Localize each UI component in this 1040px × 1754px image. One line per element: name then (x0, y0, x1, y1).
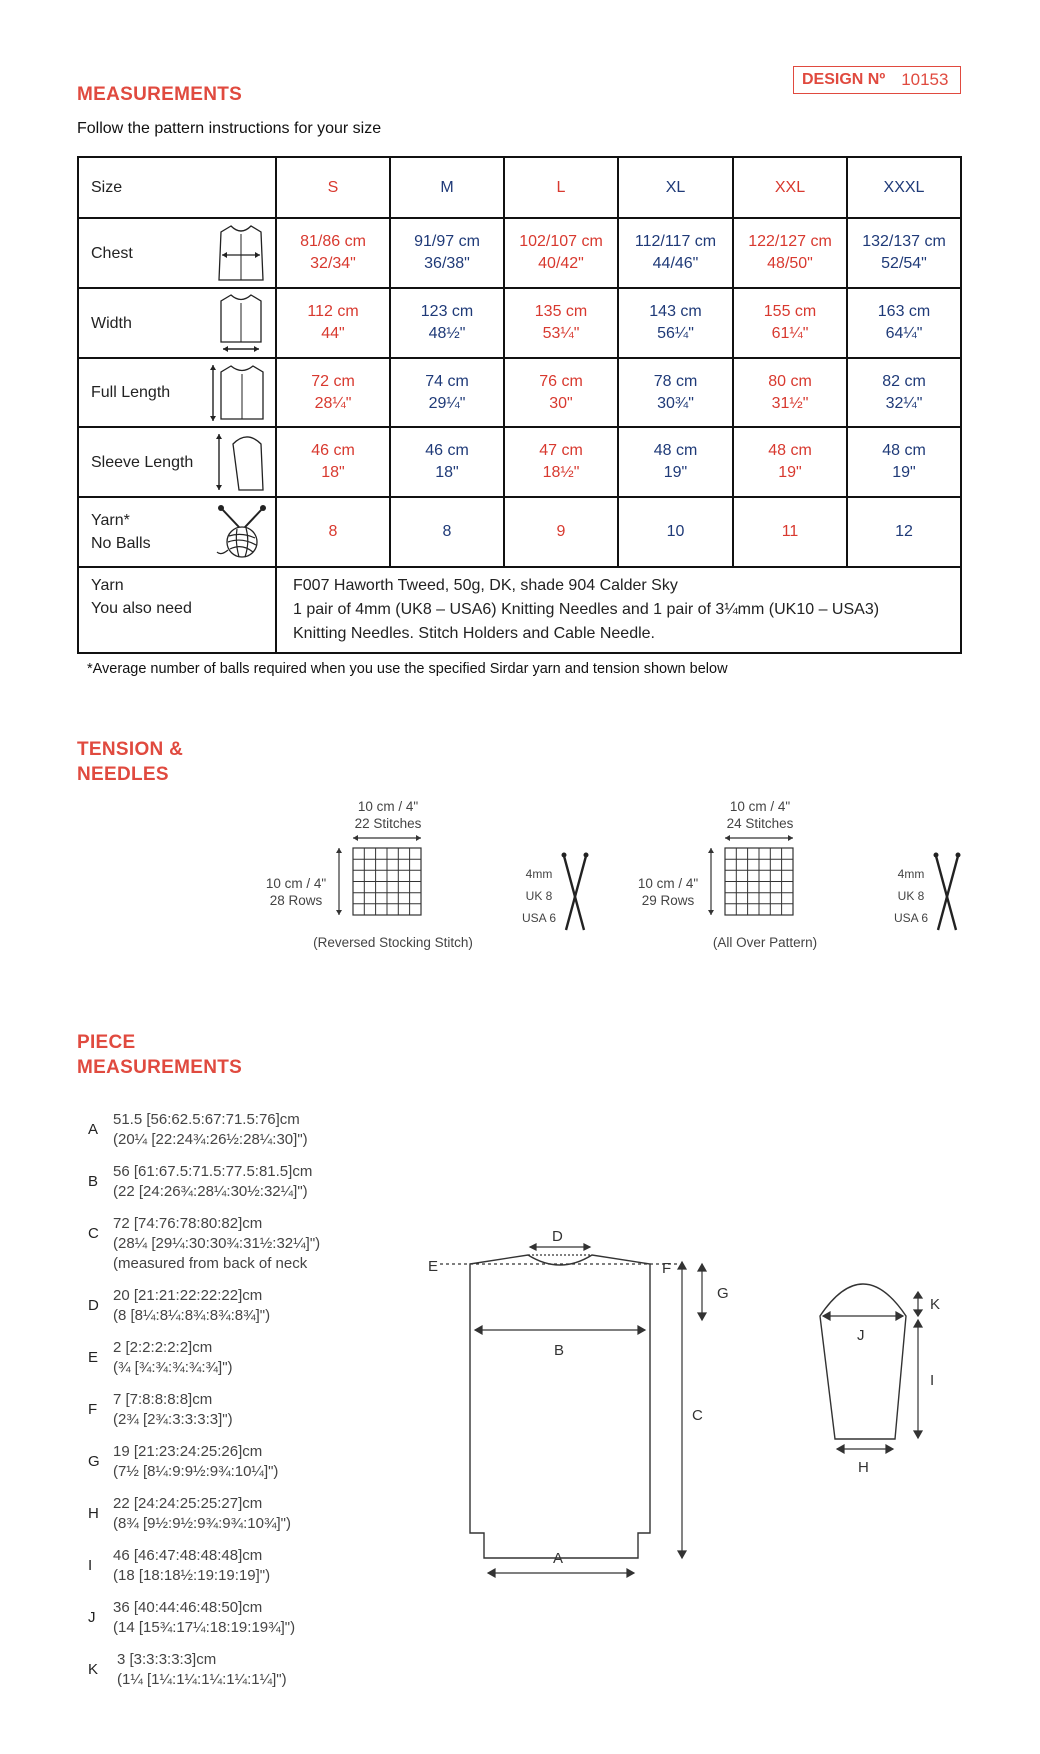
size-xl: XL (618, 157, 733, 218)
length-xxxl: 82 cm 32¼" (847, 358, 961, 427)
label-i: I (930, 1372, 935, 1389)
balls-xxl: 11 (733, 497, 847, 567)
size-l: L (504, 157, 618, 218)
tension1-needles-icon (560, 850, 590, 934)
yarn-balls-label: Yarn* No Balls (78, 497, 276, 567)
size-row (78, 157, 961, 218)
tension2-stitch-type: (All Over Pattern) (712, 935, 818, 950)
label-e: E (428, 1258, 439, 1275)
balls-xl: 10 (618, 497, 733, 567)
label-b: B (554, 1342, 565, 1359)
size-label: Size (78, 157, 276, 218)
width-l: 135 cm 53¼" (504, 288, 618, 358)
length-m: 74 cm 29¼" (390, 358, 504, 427)
sleeve-m: 46 cm 18" (390, 427, 504, 497)
length-xl: 78 cm 30¾" (618, 358, 733, 427)
balls-xxxl: 12 (847, 497, 961, 567)
label-k: K (930, 1296, 941, 1313)
yarn-info-text (276, 567, 961, 653)
tension2-needle-uk: UK 8 (897, 889, 925, 903)
yarn-spec: F007 Haworth Tweed, 50g, DK, shade 904 Calder Sky (293, 577, 678, 594)
tension2-needle-usa: USA 6 (893, 911, 929, 925)
label-c: C (692, 1407, 703, 1424)
yarn-balls-row (78, 497, 961, 567)
tension2-width-label: 10 cm / 4" (729, 799, 791, 814)
label-h: H (858, 1459, 869, 1476)
tension2-needles-icon (932, 850, 962, 934)
needles-line-2: Knitting Needles. Stitch Holders and Cable Needle. (293, 625, 655, 642)
tension1-width-label: 10 cm / 4" (357, 799, 419, 814)
length-measure-icon (207, 361, 269, 425)
chest-l: 102/107 cm 40/42" (504, 218, 618, 288)
balls-l: 9 (504, 497, 618, 567)
size-s: S (276, 157, 390, 218)
tension1-swatch-grid (335, 836, 435, 918)
body-piece (470, 1255, 650, 1558)
design-number-box (793, 66, 961, 94)
width-measure-icon (213, 292, 269, 354)
balls-m: 8 (390, 497, 504, 567)
width-xxl: 155 cm 61¼" (733, 288, 847, 358)
length-xxl: 80 cm 31½" (733, 358, 847, 427)
size-xxxl: XXXL (847, 157, 961, 218)
chest-row (78, 218, 961, 288)
tension-block-2 (627, 798, 967, 958)
full-length-row (78, 358, 961, 427)
chest-xl: 112/117 cm 44/46" (618, 218, 733, 288)
sleeve-l: 47 cm 18½" (504, 427, 618, 497)
tension1-needle-uk: UK 8 (525, 889, 553, 903)
size-xxl: XXL (733, 157, 847, 218)
yarn-info-row (78, 567, 961, 653)
needles-line-1: 1 pair of 4mm (UK8 – USA6) Knitting Needles and 1 pair of 3¼mm (UK10 – USA3) (293, 601, 880, 618)
tension1-needle-mm: 4mm (525, 867, 553, 881)
label-d: D (552, 1228, 563, 1245)
tension-title: TENSION & NEEDLES (77, 739, 184, 785)
measurements-table (77, 156, 962, 654)
width-xl: 143 cm 56¼" (618, 288, 733, 358)
chest-xxl: 122/127 cm 48/50" (733, 218, 847, 288)
tension-block-1 (255, 798, 595, 958)
tension2-rows: 29 Rows (641, 893, 695, 908)
yarn-ball-icon (215, 502, 269, 562)
label-f: F (662, 1260, 672, 1277)
sleeve-measure-icon (213, 430, 269, 494)
sleeve-xxxl: 48 cm 19" (847, 427, 961, 497)
sleeve-piece (820, 1284, 906, 1439)
piece-measurements-title: PIECE MEASUREMENTS (77, 1032, 243, 1078)
tension1-stitches: 22 Stitches (354, 816, 422, 831)
chest-m: 91/97 cm 36/38" (390, 218, 504, 288)
sleeve-xxl: 48 cm 19" (733, 427, 847, 497)
chest-xxxl: 132/137 cm 52/54" (847, 218, 961, 288)
full-length-label: Full Length (78, 358, 276, 427)
sleeve-s: 46 cm 18" (276, 427, 390, 497)
tension2-stitches: 24 Stitches (726, 816, 794, 831)
tension2-needle-mm: 4mm (897, 867, 925, 881)
yarn-info-label: Yarn You also need (78, 567, 276, 653)
width-s: 112 cm 44" (276, 288, 390, 358)
width-m: 123 cm 48½" (390, 288, 504, 358)
design-number: 10153 (901, 70, 949, 89)
yarn-footnote: *Average number of balls required when you use the specified Sirdar yarn and tension shown below (87, 661, 728, 677)
label-j: J (857, 1327, 865, 1344)
chest-s: 81/86 cm 32/34" (276, 218, 390, 288)
design-label: DESIGN Nº (802, 71, 886, 88)
sleeve-length-label: Sleeve Length (78, 427, 276, 497)
measurements-title: MEASUREMENTS (77, 84, 243, 105)
tension1-needle-usa: USA 6 (521, 911, 557, 925)
chest-measure-icon (213, 222, 269, 284)
tension1-rows: 28 Rows (269, 893, 323, 908)
chest-label: Chest (78, 218, 276, 288)
length-l: 76 cm 30" (504, 358, 618, 427)
label-g: G (717, 1285, 729, 1302)
sleeve-xl: 48 cm 19" (618, 427, 733, 497)
sleeve-length-row (78, 427, 961, 497)
width-xxxl: 163 cm 64¼" (847, 288, 961, 358)
length-s: 72 cm 28¼" (276, 358, 390, 427)
tension2-swatch-grid (707, 836, 807, 918)
balls-s: 8 (276, 497, 390, 567)
tension2-height-label: 10 cm / 4" (637, 876, 699, 891)
tension1-height-label: 10 cm / 4" (265, 876, 327, 891)
label-a: A (553, 1550, 564, 1567)
width-label: Width (78, 288, 276, 358)
sleeve-schematic (815, 1250, 965, 1480)
size-m: M (390, 157, 504, 218)
width-row (78, 288, 961, 358)
measurements-intro: Follow the pattern instructions for your size (77, 120, 382, 137)
tension1-stitch-type: (Reversed Stocking Stitch) (313, 935, 473, 950)
